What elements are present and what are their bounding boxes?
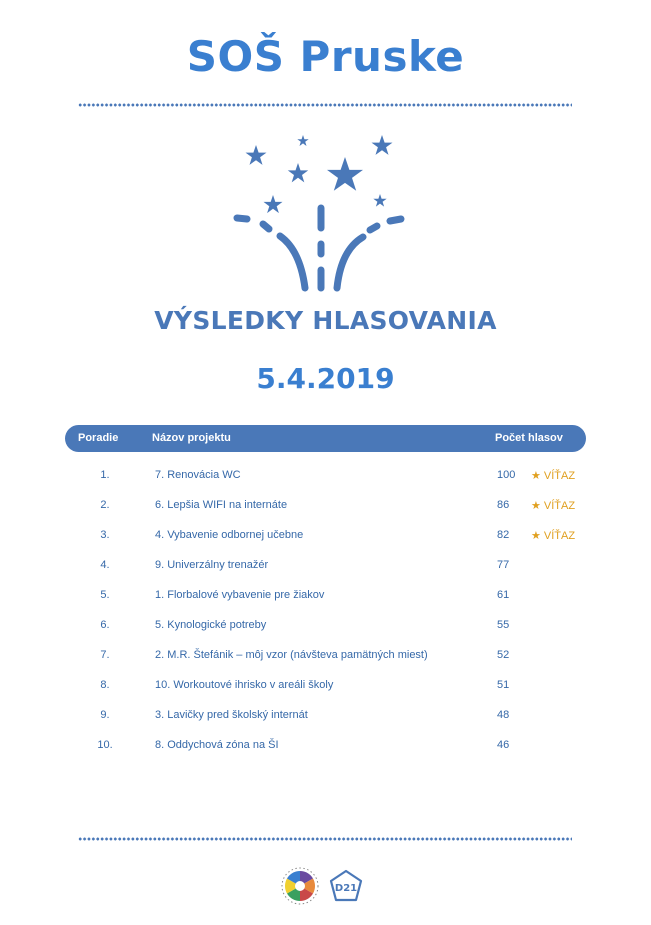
table-header xyxy=(65,425,586,452)
header-rank: Poradie xyxy=(78,432,119,444)
school-logo-icon xyxy=(282,868,318,904)
results-date: 5.4.2019 xyxy=(256,362,395,395)
row-votes: 48 xyxy=(497,709,510,721)
row-project-name: 8. Oddychová zóna na ŠI xyxy=(155,739,279,751)
table-row xyxy=(0,730,651,760)
row-votes: 61 xyxy=(497,589,510,601)
fireworks-icon xyxy=(225,130,425,295)
table-row xyxy=(0,520,651,550)
row-rank: 5. xyxy=(100,589,110,601)
top-divider xyxy=(78,103,572,107)
row-votes: 55 xyxy=(497,619,510,631)
table-row xyxy=(0,460,651,490)
d21-logo-icon xyxy=(331,871,361,900)
header-name: Názov projektu xyxy=(152,432,231,444)
row-project-name: 10. Workoutové ihrisko v areáli školy xyxy=(155,679,334,691)
row-rank: 1. xyxy=(100,469,110,481)
page-title: SOŠ Pruske xyxy=(186,32,465,81)
row-project-name: 2. M.R. Štefánik – môj vzor (návšteva pamätných miest) xyxy=(155,649,428,661)
table-row xyxy=(0,490,651,520)
row-votes: 100 xyxy=(497,469,516,481)
header-votes: Počet hlasov xyxy=(495,432,563,444)
row-votes: 77 xyxy=(497,559,510,571)
row-project-name: 9. Univerzálny trenažér xyxy=(155,559,269,571)
results-heading: VÝSLEDKY HLASOVANIA xyxy=(154,306,497,335)
row-rank: 9. xyxy=(100,709,110,721)
table-row xyxy=(0,610,651,640)
row-rank: 3. xyxy=(100,529,110,541)
row-rank: 6. xyxy=(100,619,110,631)
winner-badge: ★ VÍŤAZ xyxy=(531,530,576,542)
row-rank: 8. xyxy=(100,679,110,691)
row-project-name: 4. Vybavenie odbornej učebne xyxy=(155,529,304,541)
row-rank: 10. xyxy=(97,739,113,751)
winner-badge: ★ VÍŤAZ xyxy=(531,500,576,512)
table-row xyxy=(0,670,651,700)
row-project-name: 6. Lepšia WIFI na internáte xyxy=(155,499,288,511)
table-row xyxy=(0,580,651,610)
row-votes: 82 xyxy=(497,529,510,541)
row-project-name: 1. Florbalové vybavenie pre žiakov xyxy=(155,589,325,601)
bottom-divider xyxy=(78,837,572,841)
row-project-name: 3. Lavičky pred školský internát xyxy=(155,709,308,721)
row-project-name: 5. Kynologické potreby xyxy=(155,619,267,631)
row-votes: 46 xyxy=(497,739,510,751)
d21-label: D21 xyxy=(334,883,358,894)
row-rank: 7. xyxy=(100,649,110,661)
table-row xyxy=(0,550,651,580)
row-votes: 86 xyxy=(497,499,510,511)
winner-badge: ★ VÍŤAZ xyxy=(531,470,576,482)
table-row xyxy=(0,640,651,670)
row-votes: 52 xyxy=(497,649,510,661)
row-rank: 4. xyxy=(100,559,110,571)
row-rank: 2. xyxy=(100,499,110,511)
row-votes: 51 xyxy=(497,679,510,691)
footer-logos xyxy=(278,864,368,908)
table-row xyxy=(0,700,651,730)
row-project-name: 7. Renovácia WC xyxy=(155,469,241,481)
